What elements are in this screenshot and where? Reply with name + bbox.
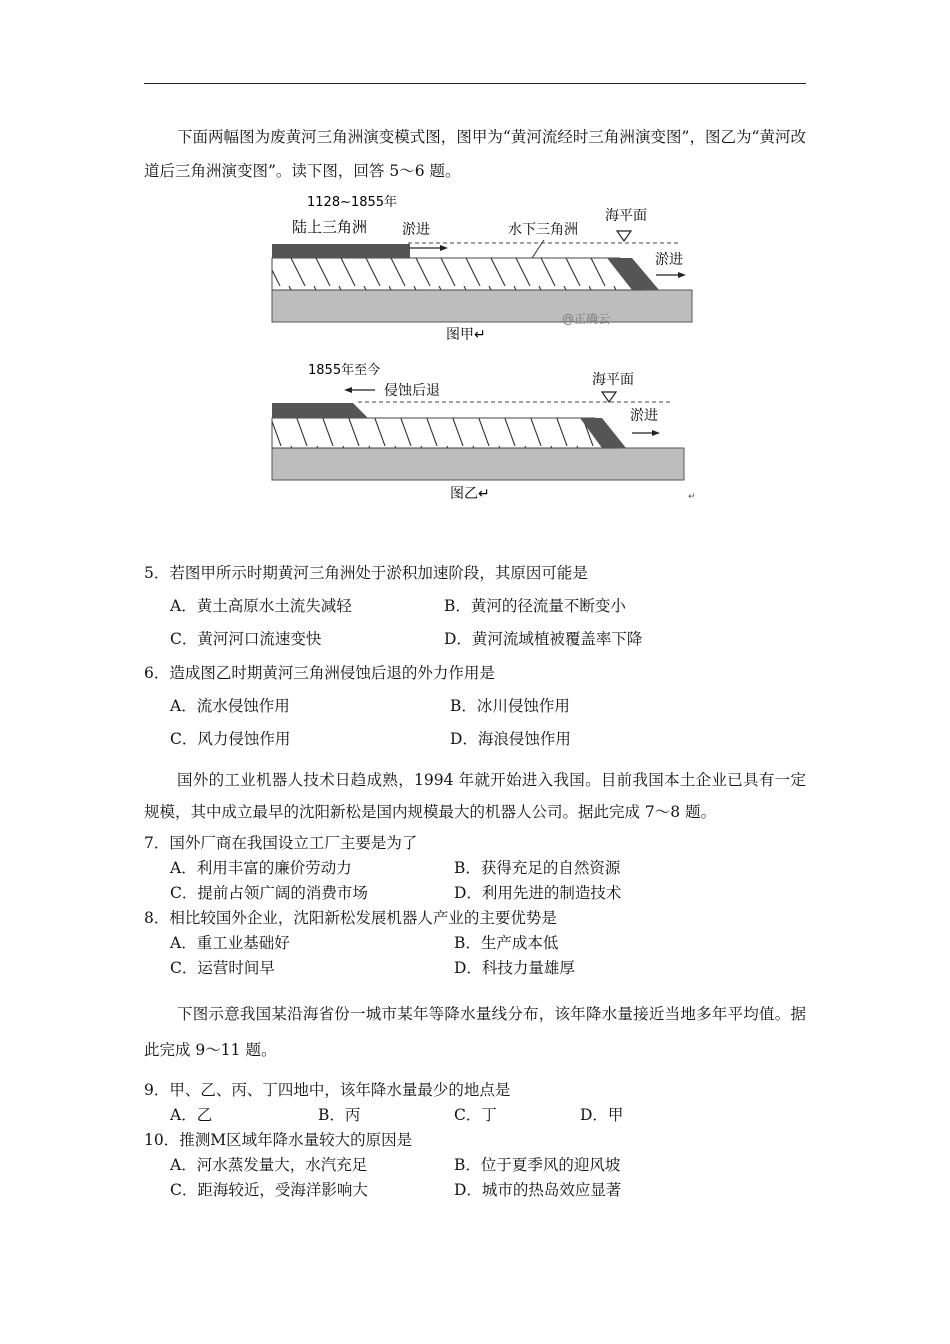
q5-option-b: B．黄河的径流量不断变小 [444,597,626,615]
figure-a-underwater-label: 水下三角洲 [508,222,578,238]
figure-b-diagram [260,358,710,506]
q9-option-b: B．丙 [318,1106,361,1124]
q5-stem: 5．若图甲所示时期黄河三角洲处于淤积加速阶段，其原因可能是 [144,564,588,582]
figure-a-silting-label-1: 淤进 [402,222,430,238]
figure-b-arrowhead-left [344,387,352,393]
q9-stem: 9．甲、乙、丙、丁四地中，该年降水量最少的地点是 [144,1081,511,1099]
q10-option-d: D．城市的热岛效应显著 [454,1181,622,1199]
figure-b-silting-label: 淤进 [630,408,658,424]
figure-a-period: 1128~1855年 [307,195,398,210]
q5-option-d: D．黄河流域植被覆盖率下降 [444,630,643,648]
q10-option-c: C．距海较近，受海洋影响大 [170,1181,368,1199]
q6-option-c: C．风力侵蚀作用 [170,730,291,748]
figure-b-delta-body [272,418,617,448]
q10-stem: 10．推测M区域年降水量较大的原因是 [144,1131,413,1149]
sea-level-triangle-icon-b [602,392,616,402]
q6-stem: 6．造成图乙时期黄河三角洲侵蚀后退的外力作用是 [144,664,495,682]
q7-option-a: A．利用丰富的廉价劳动力 [170,859,352,877]
figure-a-arrowhead-1 [440,245,448,251]
figure-b-land-delta-block [272,403,368,418]
q9-option-a: A．乙 [170,1106,213,1124]
figure-a-land-delta-label: 陆上三角洲 [292,218,368,236]
intro-3-text: 下图示意我国某沿海省份一城市某年等降水量线分布，该年降水量接近当地多年平均值。据此完成 9～11 题。 [144,1005,806,1059]
intro-paragraph-2 [144,764,806,828]
q6-option-d: D．海浪侵蚀作用 [450,730,571,748]
q8-option-b: B．生产成本低 [454,934,559,952]
q8-stem: 8．相比较国外企业，沈阳新松发展机器人产业的主要优势是 [144,909,557,927]
q8-option-a: A．重工业基础好 [170,934,290,952]
figure-a-bedrock [272,290,692,322]
q5-option-c: C．黄河河口流速变快 [170,630,322,648]
figure-b-arrowhead-right [652,430,660,436]
figure-b-period: 1855年至今 [308,363,381,378]
header-rule [144,83,806,84]
figure-b-mark: ↵ [688,492,696,502]
figure-b [260,358,710,506]
intro-paragraph-1 [144,120,806,188]
q8-option-d: D．科技力量雄厚 [454,959,575,977]
q6-option-a: A．流水侵蚀作用 [170,697,290,715]
figure-a-arrowhead-2 [678,272,686,278]
figure-a-diagram [260,190,710,350]
q7-option-d: D．利用先进的制造技术 [454,884,622,902]
q10-option-b: B．位于夏季风的迎风坡 [454,1156,621,1174]
figure-a-silting-label-2: 淤进 [655,252,683,268]
intro-2-text: 国外的工业机器人技术日趋成熟，1994 年就开始进入我国。目前我国本土企业已具有一定规模，其中成立最早的沈阳新松是国内规模最大的机器人公司。据此完成 7～8 题。 [144,771,806,821]
q10-option-a: A．河水蒸发量大，水汽充足 [170,1156,368,1174]
figure-a-caption: 图甲↵ [446,327,486,343]
figure-b-bedrock [272,448,684,480]
figure-b-caption: 图乙↵ [450,486,490,502]
figure-b-sea-level-label: 海平面 [592,372,634,388]
figure-a-delta-body [272,258,644,290]
q6-option-b: B．冰川侵蚀作用 [450,697,570,715]
figure-a-sea-level-label: 海平面 [605,208,647,224]
figure-a-land-delta-block [272,244,410,258]
figure-a [260,190,710,350]
sea-level-triangle-icon [617,231,631,241]
q7-option-c: C．提前占领广阔的消费市场 [170,884,368,902]
q7-stem: 7．国外厂商在我国设立工厂主要是为了 [144,834,418,852]
intro-paragraph-3 [144,996,806,1068]
q9-option-d: D．甲 [580,1106,624,1124]
q9-option-c: C．丁 [454,1106,497,1124]
q7-option-b: B．获得充足的自然资源 [454,859,621,877]
q8-option-c: C．运营时间早 [170,959,275,977]
figure-b-erosion-label: 侵蚀后退 [384,383,440,399]
figure-a-watermark: @正确云 [562,312,611,326]
q5-option-a: A．黄土高原水土流失减轻 [170,597,352,615]
intro-1-text: 下面两幅图为废黄河三角洲演变模式图，图甲为“黄河流经时三角洲演变图”，图乙为“黄河改道后三角洲演变图”。读下图，回答 5～6 题。 [144,128,806,180]
